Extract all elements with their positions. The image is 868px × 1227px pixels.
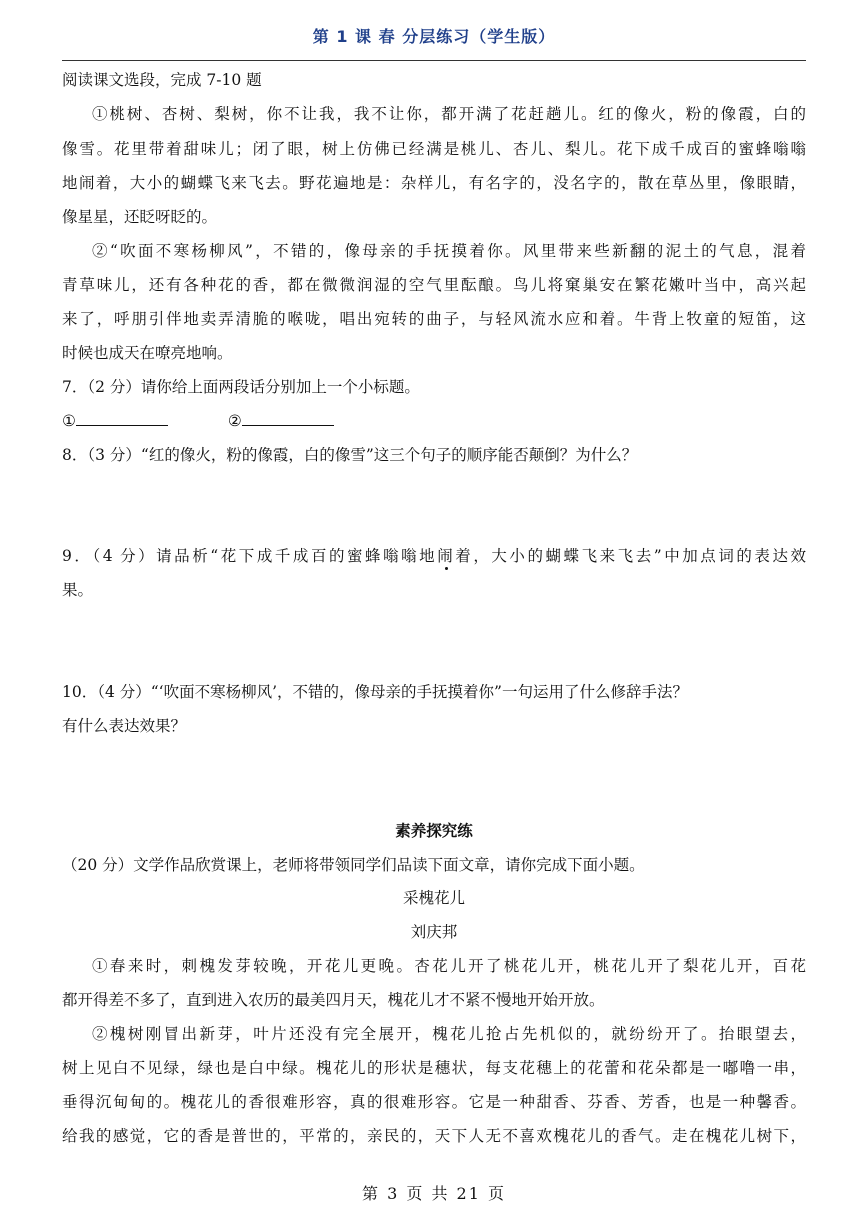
header-divider — [62, 60, 806, 61]
article-para2-line: 给我的感觉，它的香是普世的，平常的，亲民的，天下人无不喜欢槐花儿的香气。走在槐花儿树下， — [62, 1127, 806, 1145]
question-9-line2: 果。 — [62, 581, 94, 599]
answer-blank-1[interactable] — [76, 411, 168, 426]
question-9-text: 9．（4 分）请品析“花下成千成百的蜜蜂嗡嗡地 — [62, 547, 438, 565]
article-para2-line: 垂得沉甸甸的。槐花儿的香很难形容，真的很难形容。它是一种甜香、芬香、芳香，也是一种馨香。 — [62, 1093, 806, 1111]
passage1-line: 像星星，还眨呀眨的。 — [62, 208, 218, 226]
passage2-line: 青草味儿，还有各种花的香，都在微微润湿的空气里酝酿。鸟儿将窠巢安在繁花嫩叶当中，高兴起 — [62, 276, 806, 294]
question-10-line2: 有什么表达效果？ — [62, 717, 187, 735]
passage1-line: 像雪。花里带着甜味儿；闭了眼，树上仿佛已经满是桃儿、杏儿、梨儿。花下成千成百的蜜蜂嗡嗡 — [62, 140, 806, 158]
passage2-line: 来了，呼朋引伴地卖弄清脆的喉咙，唱出宛转的曲子，与轻风流水应和着。牛背上牧童的短笛，这 — [62, 310, 806, 328]
passage2-line: ②“吹面不寒杨柳风”，不错的，像母亲的手抚摸着你。风里带来些新翻的泥土的气息，混着 — [92, 242, 806, 260]
article-para2-line: ②槐树刚冒出新芽，叶片还没有完全展开，槐花儿抢占先机似的，就纷纷开了。抬眼望去， — [92, 1025, 806, 1043]
article-title: 采槐花儿 — [402, 889, 465, 907]
question-7: 7．（2 分）请你给上面两段话分别加上一个小标题。 — [62, 378, 420, 396]
question-8: 8．（3 分）“红的像火，粉的像霞，白的像雪”这三个句子的顺序能否颠倒？为什么？ — [62, 446, 638, 464]
passage1-line: 地闹着，大小的蝴蝶飞来飞去。野花遍地是：杂样儿，有名字的，没名字的，散在草丛里，像眼睛， — [62, 174, 806, 192]
question-10-line1: 10．（4 分）“‘吹面不寒杨柳风’，不错的，像母亲的手抚摸着你”一句运用了什么修辞手法？ — [62, 683, 688, 701]
passage2-line: 时候也成天在嘹亮地响。 — [62, 344, 233, 362]
section-prompt: （20 分）文学作品欣赏课上，老师将带领同学们品读下面文章，请你完成下面小题。 — [62, 856, 645, 874]
question-7-blanks — [62, 411, 806, 431]
page-number: 第 3 页 共 21 页 — [362, 1184, 506, 1203]
header-title: 第 1 课 春 分层练习（学生版） — [312, 27, 556, 46]
blank-1-label: ① — [62, 412, 76, 430]
article-author: 刘庆邦 — [410, 923, 458, 941]
question-9-line1 — [62, 546, 806, 566]
answer-blank-2[interactable] — [242, 411, 334, 426]
emphasized-word: 闹 — [437, 547, 456, 565]
article-para1-line: ①春来时，刺槐发芽较晚，开花儿更晚。杏花儿开了桃花儿开，桃花儿开了梨花儿开，百花 — [92, 957, 806, 975]
article-para1-line: 都开得差不多了，直到进入农历的最美四月天，槐花儿才不紧不慢地开始开放。 — [62, 991, 605, 1009]
question-9-text: 着，大小的蝴蝶飞来飞去”中加点词的表达效 — [455, 547, 806, 565]
blank-2-label: ② — [227, 412, 242, 430]
passage1-line: ①桃树、杏树、梨树，你不让我，我不让你，都开满了花赶趟儿。红的像火，粉的像霞，白的 — [92, 105, 806, 123]
section-heading: 素养探究练 — [395, 822, 473, 840]
reading-instruction: 阅读课文选段，完成 7-10 题 — [62, 71, 262, 89]
article-para2-line: 树上见白不见绿，绿也是白中绿。槐花儿的形状是穗状，每支花穗上的花蕾和花朵都是一嘟噜一串， — [62, 1059, 806, 1077]
